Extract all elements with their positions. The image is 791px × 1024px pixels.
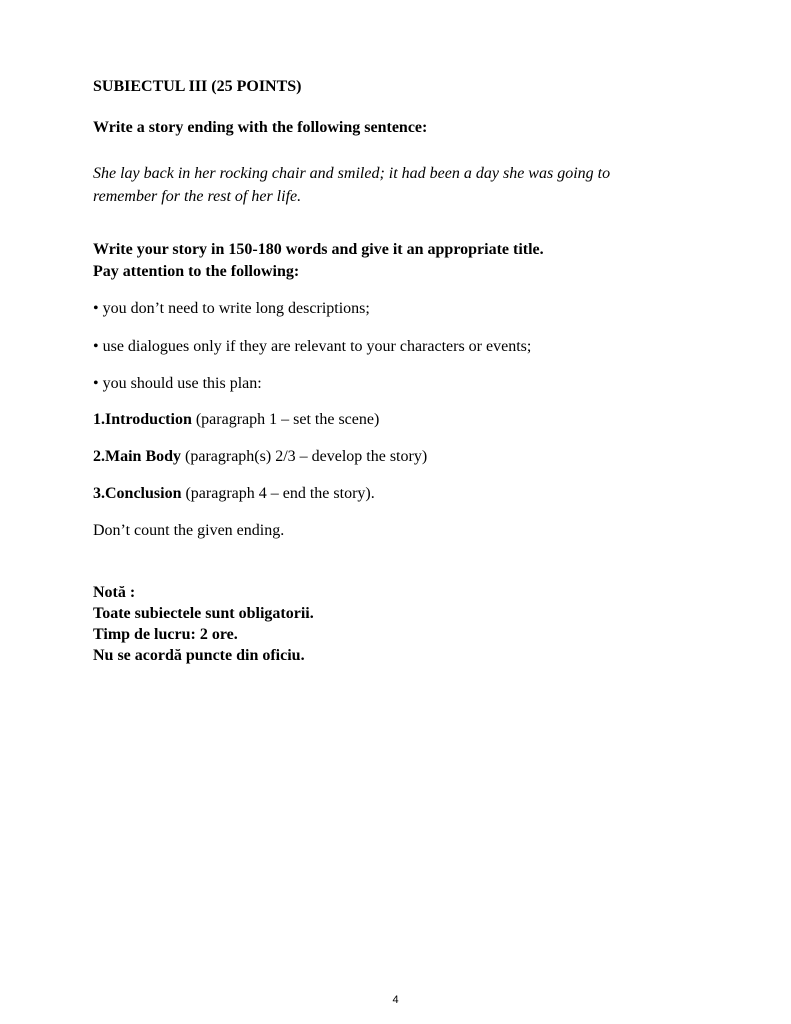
bullet-item: • you should use this plan:	[93, 375, 262, 392]
note-line-1: Toate subiectele sunt obligatorii.	[93, 605, 314, 622]
plan-item-conclusion	[93, 484, 375, 504]
plan-text: (paragraph(s) 2/3 – develop the story)	[181, 448, 428, 465]
word-count-instruction: Write your story in 150-180 words and give it an appropriate title.	[93, 241, 544, 258]
attention-instruction: Pay attention to the following:	[93, 263, 300, 280]
closing-note: Don’t count the given ending.	[93, 522, 285, 539]
note-line-2: Timp de lucru: 2 ore.	[93, 626, 238, 643]
bullet-item: • use dialogues only if they are relevant to your characters or events;	[93, 338, 532, 355]
plan-text: (paragraph 4 – end the story).	[181, 485, 375, 502]
section-heading: SUBIECTUL III (25 POINTS)	[93, 78, 302, 95]
plan-item-introduction	[93, 410, 379, 430]
page-number: 4	[392, 994, 399, 1006]
plan-item-main-body	[93, 447, 427, 467]
plan-label: 3.Conclusion	[93, 485, 182, 502]
note-title: Notă :	[93, 584, 136, 601]
plan-label: 2.Main Body	[93, 448, 182, 465]
note-line-3: Nu se acordă puncte din oficiu.	[93, 647, 305, 664]
task-instruction: Write a story ending with the following sentence:	[93, 119, 428, 136]
plan-label: 1.Introduction	[93, 411, 192, 428]
bullet-item: • you don’t need to write long descriptions;	[93, 300, 370, 317]
plan-text: (paragraph 1 – set the scene)	[191, 411, 380, 428]
quote-line-1: She lay back in her rocking chair and smiled; it had been a day she was going to	[93, 165, 611, 182]
quote-line-2: remember for the rest of her life.	[93, 188, 302, 205]
